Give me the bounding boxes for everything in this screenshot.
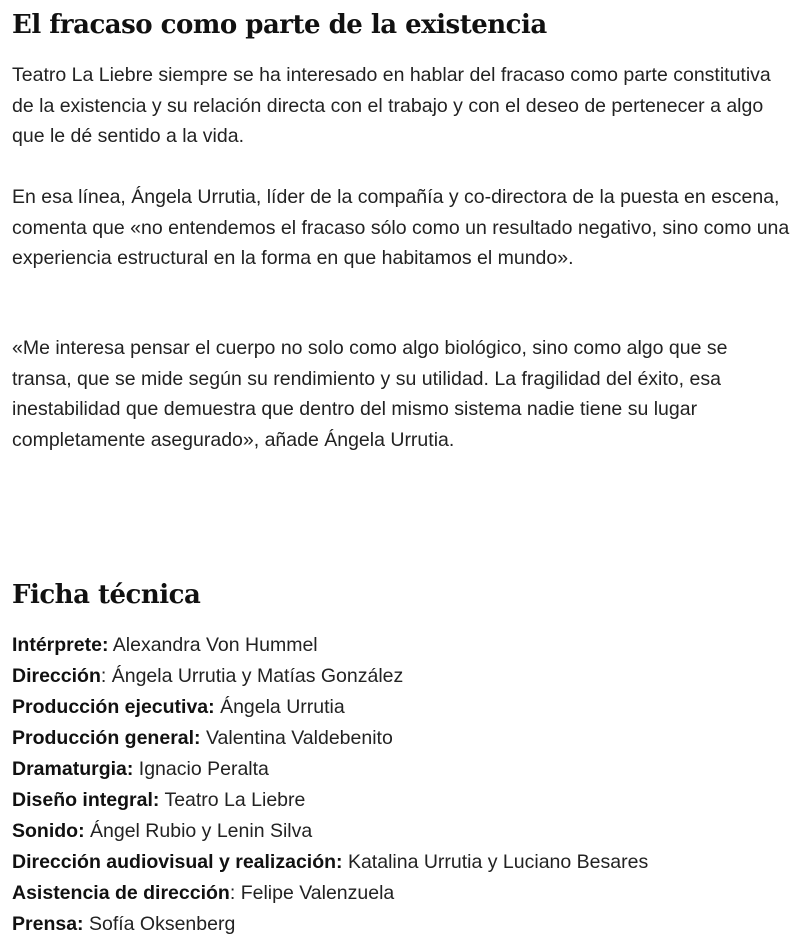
credit-line <box>12 785 648 816</box>
credit-separator: : <box>100 665 112 687</box>
credit-name: Alexandra Von Hummel <box>112 634 318 656</box>
article-paragraph: «Me interesa pensar el cuerpo no solo como algo biológico, sino como algo que se transa, que se mide según su rendimiento y su utilidad. La fragilidad del éxito, esa inestabilidad que demuestra que dentro del mismo sistema nadie tiene su lugar completamente asegurado», añade Ángela Urrutia. <box>12 337 728 451</box>
credit-separator: : <box>229 882 241 904</box>
credit-line <box>12 847 648 878</box>
credit-role: Dirección audiovisual y realización: <box>12 851 343 873</box>
credit-line <box>12 816 648 847</box>
article-paragraph: En esa línea, Ángela Urrutia, líder de la compañía y co-directora de la puesta en escena, comenta que «no entendemos el fracaso sólo como un resultado negativo, sino como una experiencia estructural en la forma en que habitamos el mundo». <box>12 186 790 269</box>
credit-name: Ignacio Peralta <box>138 758 269 780</box>
credit-name: Ángel Rubio y Lenin Silva <box>90 820 313 842</box>
credit-role: Sonido: <box>12 820 85 842</box>
credits-list <box>12 630 648 940</box>
section-heading-fracaso: El fracaso como parte de la existencia <box>12 10 547 40</box>
credit-name: Ángela Urrutia y Matías González <box>111 665 404 687</box>
credit-role: Diseño integral: <box>12 789 160 811</box>
section-heading-ficha-tecnica: Ficha técnica <box>12 580 201 610</box>
credit-role: Asistencia de dirección <box>12 882 230 904</box>
credit-role: Dirección <box>12 665 101 687</box>
credit-name: Felipe Valenzuela <box>240 882 395 904</box>
credit-line <box>12 754 648 785</box>
article-paragraph: Teatro La Liebre siempre se ha interesado en hablar del fracaso como parte constitutiva de la existencia y su relación directa con el trabajo y con el deseo de pertenecer a algo que le dé sentido a la vida. <box>12 64 771 147</box>
credit-name: Valentina Valdebenito <box>205 727 393 749</box>
credit-name: Sofía Oksenberg <box>88 913 236 935</box>
credit-name: Katalina Urrutia y Luciano Besares <box>347 851 649 873</box>
credit-line <box>12 723 648 754</box>
credit-name: Ángela Urrutia <box>220 696 345 718</box>
credit-line <box>12 630 648 661</box>
credit-line <box>12 909 648 940</box>
credit-role: Producción ejecutiva: <box>12 696 215 718</box>
credit-line <box>12 692 648 723</box>
credit-name: Teatro La Liebre <box>164 789 306 811</box>
credit-role: Dramaturgia: <box>12 758 134 780</box>
credit-line <box>12 878 648 909</box>
credit-role: Prensa: <box>12 913 84 935</box>
credit-line <box>12 661 648 692</box>
credit-role: Producción general: <box>12 727 201 749</box>
credit-role: Intérprete: <box>12 634 109 656</box>
